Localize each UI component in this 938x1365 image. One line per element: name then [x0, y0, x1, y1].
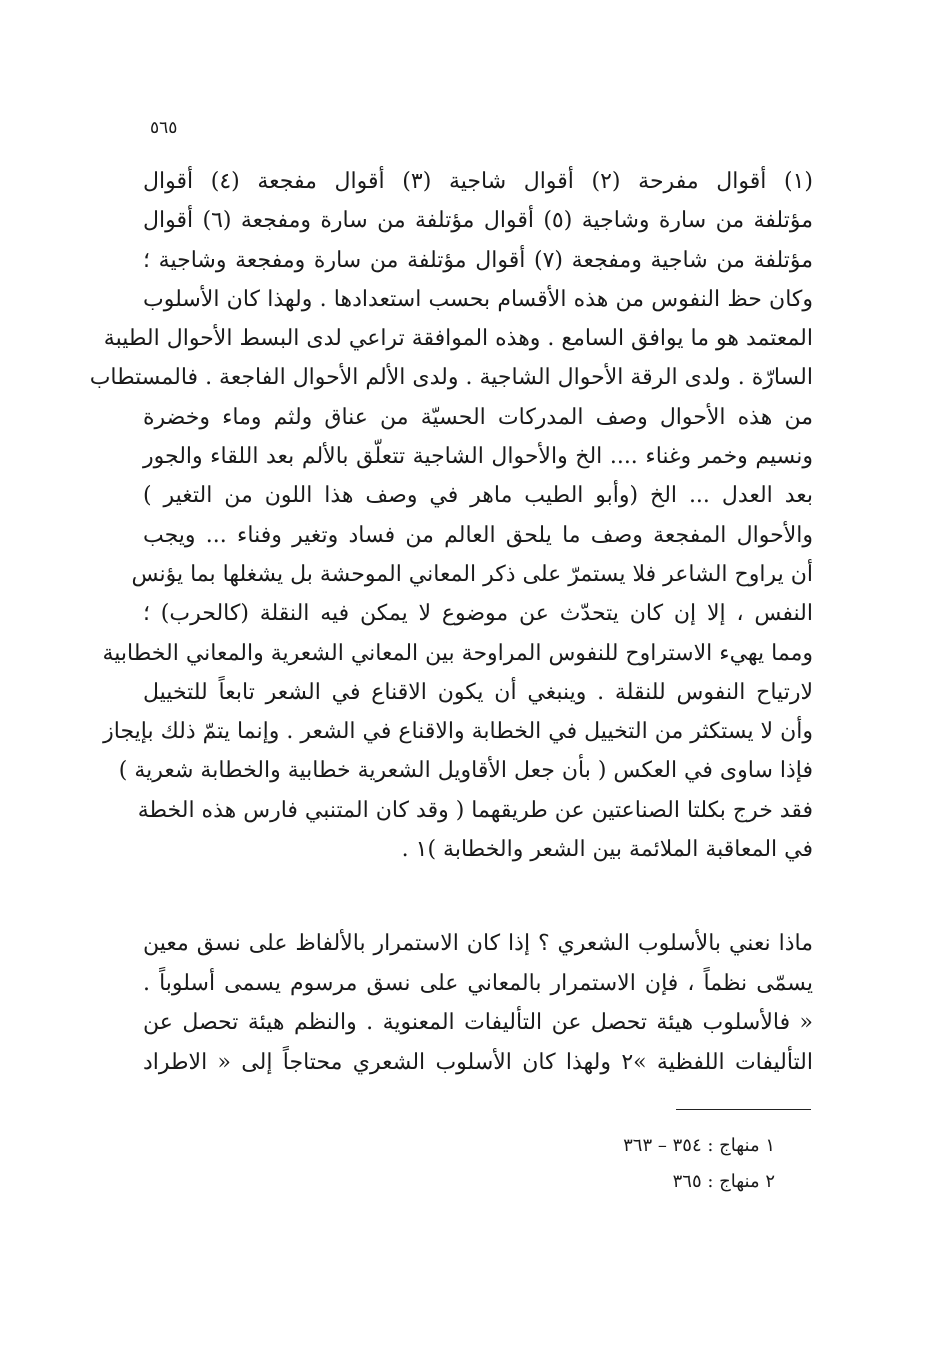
text-line: مؤتلفة من شاجية ومفجعة (٧) أقوال مؤتلفة من سارة ومفجعة وشاجية ؛ — [143, 247, 814, 273]
footnote-divider — [676, 1109, 811, 1110]
text-line: المعتمد هو ما يوافق السامع . وهذه الموافقة تراعي لدى البسط الأحوال الطيبة — [103, 326, 813, 352]
text-line: وكان حظ النفوس من هذه الأقسام بحسب استعدادها . ولهذا كان الأسلوب — [143, 286, 813, 312]
text-line: في المعاقبة الملائمة بين الشعر والخطابة )١ . — [401, 837, 813, 863]
text-line: ماذا نعني بالأسلوب الشعري ؟ إذا كان الاستمرار بالألفاظ على نسق معين — [143, 931, 813, 956]
text-line: النفس ، إلا إن كان يتحدّث عن موضوع لا يمكن فيه النقلة (كالحرب) ؛ — [143, 601, 813, 627]
footnotes — [560, 1128, 775, 1200]
text-line: يسمّى نظماً ، فإن الاستمرار بالمعاني على نسق مرسوم يسمى أسلوباً . — [143, 970, 813, 996]
paragraph-2 — [143, 924, 813, 1082]
text-line: وأن لا يستكثر من التخييل في الخطابة والاقناع في الشعر . وإنما يتمّ ذلك بإيجاز — [103, 719, 813, 745]
footnote-1: ١ منهاج : ٣٥٤ – ٣٦٣ — [623, 1135, 775, 1156]
text-line: والأحوال المفجعة وصف ما يلحق العالم من فساد وتغير وفناء ... ويجب — [143, 522, 813, 548]
text-line: ومما يهيء الاستراوح للنفوس المراوحة بين المعاني الشعرية والمعاني الخطابية — [102, 640, 813, 666]
text-line: لارتياح النفوس للنقلة . وينبغي أن يكون الاقناع في الشعر تابعاً للتخييل — [143, 679, 813, 705]
text-line: فإذا ساوى في العكس ( بأن جعل الأقاويل الشعرية خطابية والخطابة شعرية ) — [118, 758, 813, 784]
footnote-2: ٢ منهاج : ٣٦٥ — [672, 1171, 775, 1192]
text-line: بعد العدل ... الخ (وأبو الطيب ماهر في وصف هذا اللون من التغير ) — [143, 483, 813, 509]
paragraph-1 — [89, 162, 814, 869]
text-line: السارّة . ولدى الرقة الأحوال الشاجية . ولدى الألم الأحوال الفاجعة . فالمستطاب — [89, 365, 813, 391]
text-line: (١) أقوال مفرحة (٢) أقوال شاجية (٣) أقوال مفجعة (٤) أقوال — [143, 169, 813, 194]
text-line: ونسيم وخمر وغناء .... الخ والأحوال الشاجية تتعلّق بالألم بعد اللقاء والجور — [143, 444, 813, 470]
text-line: من هذه الأحوال وصف المدركات الحسيّة من عناق ولثم وماء وخضرة — [143, 404, 813, 430]
text-line: التأليفات اللفظية »٢ ولهذا كان الأسلوب الشعري محتاجاً إلى « الاطراد — [143, 1049, 813, 1075]
text-line: فقد خرج بكلتا الصناعتين عن طريقهما ( وقد كان المتنبي فارس هذه الخطة — [137, 797, 813, 823]
text-line: مؤتلفة من سارة وشاجية (٥) أقوال مؤتلفة من سارة ومفجعة (٦) أقوال — [143, 208, 813, 234]
page-number: ٥٦٥ — [150, 118, 178, 138]
text-line: أن يراوح الشاعر فلا يستمرّ على ذكر المعاني الموحشة بل يشغلها بما يؤنس — [131, 561, 813, 587]
text-line: « فالأسلوب هيئة تحصل عن التأليفات المعنوية . والنظم هيئة تحصل عن — [143, 1010, 813, 1035]
